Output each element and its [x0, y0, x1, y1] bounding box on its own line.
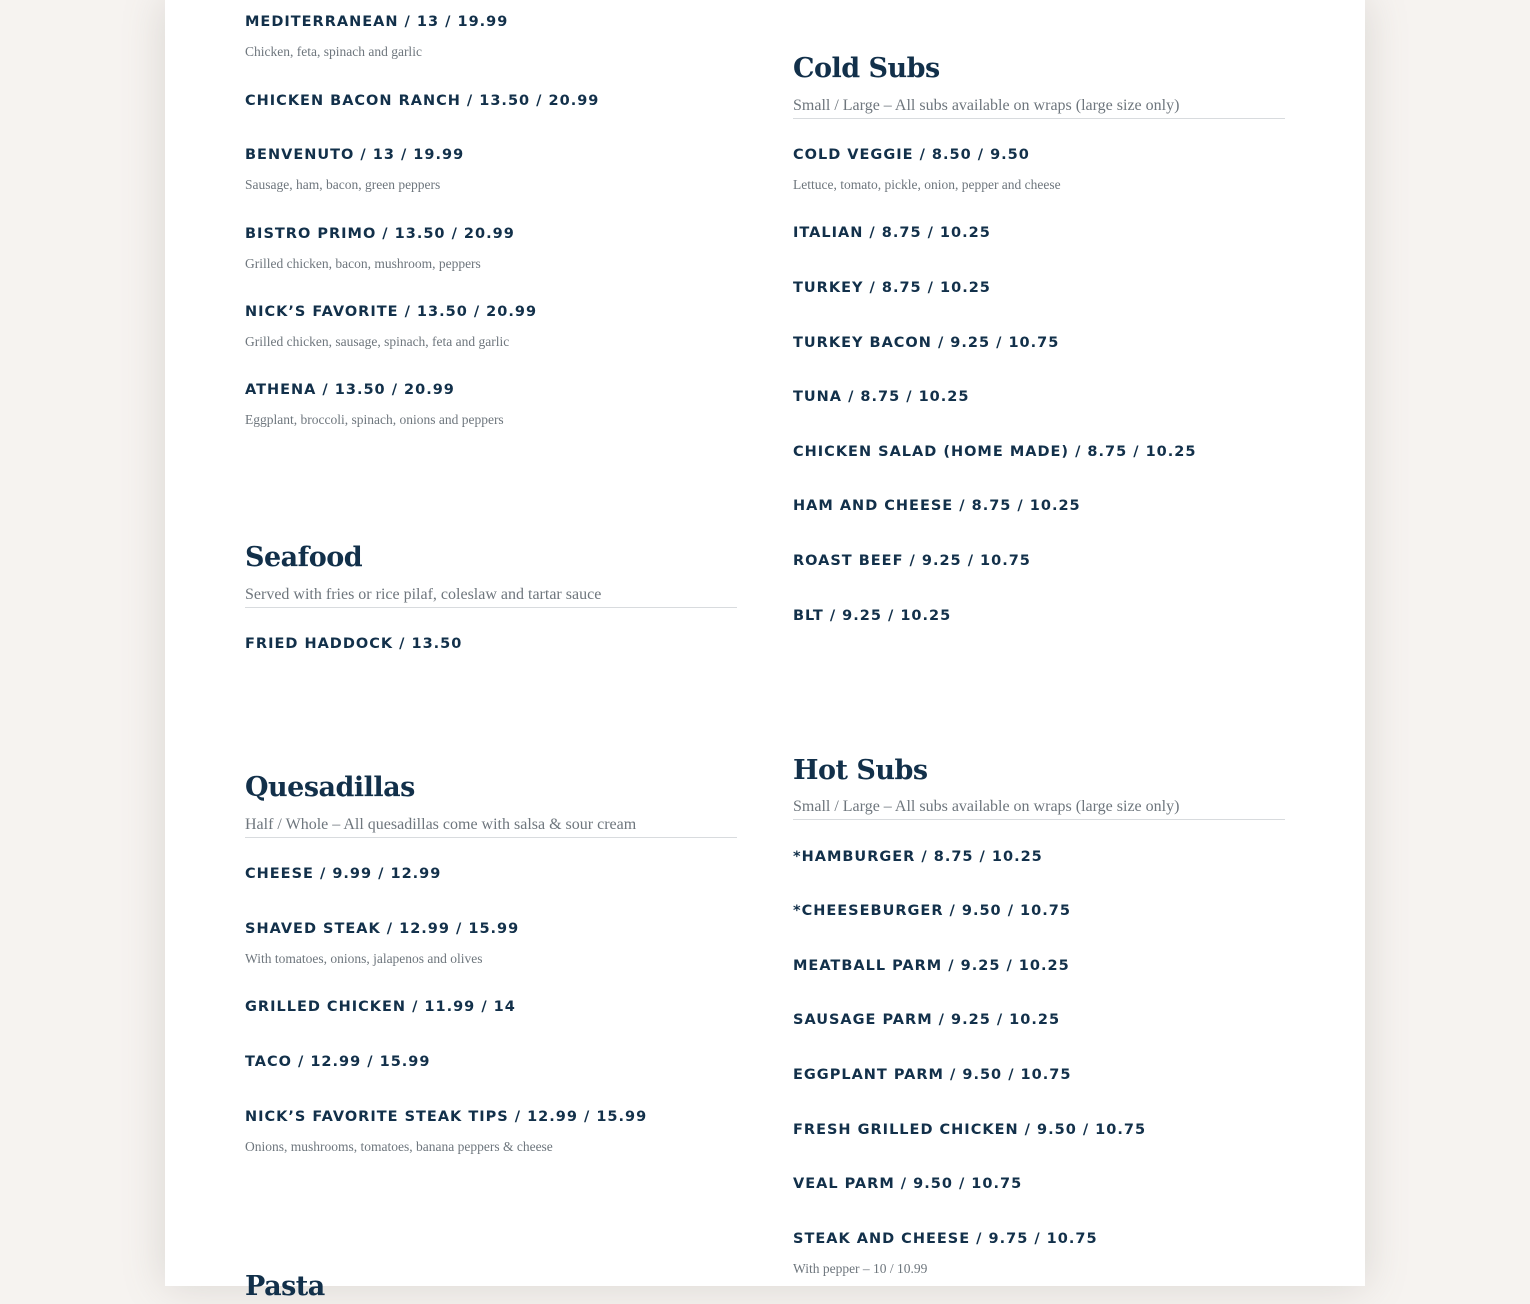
- menu-item-name: TUNA / 8.75 / 10.25: [793, 389, 970, 405]
- menu-item-name: CHEESE / 9.99 / 12.99: [245, 866, 442, 882]
- menu-item-description: Onions, mushrooms, tomatoes, banana peppers & cheese: [245, 1139, 553, 1154]
- menu-item-name: TURKEY / 8.75 / 10.25: [793, 280, 991, 296]
- section-subtitle-cold-subs: Small / Large – All subs available on wraps (large size only): [793, 96, 1285, 119]
- menu-item-name: FRIED HADDOCK / 13.50: [245, 636, 463, 652]
- menu-item-description: Lettuce, tomato, pickle, onion, pepper and cheese: [793, 177, 1061, 192]
- menu-item-description: Sausage, ham, bacon, green peppers: [245, 177, 441, 192]
- menu-item-name: BISTRO PRIMO / 13.50 / 20.99: [245, 226, 515, 242]
- section-subtitle-seafood: Served with fries or rice pilaf, coleslaw and tartar sauce: [245, 585, 737, 608]
- menu-item-name: BLT / 9.25 / 10.25: [793, 608, 952, 624]
- section-title-quesadillas: Quesadillas: [245, 772, 415, 803]
- menu-item-name: *CHEESEBURGER / 9.50 / 10.75: [793, 903, 1071, 919]
- menu-item-description: Grilled chicken, bacon, mushroom, peppers: [245, 256, 481, 271]
- menu-item-name: STEAK AND CHEESE / 9.75 / 10.75: [793, 1231, 1098, 1247]
- menu-item-name: NICK’S FAVORITE / 13.50 / 20.99: [245, 304, 538, 320]
- menu-item-name: *HAMBURGER / 8.75 / 10.25: [793, 849, 1043, 865]
- menu-item-name: TACO / 12.99 / 15.99: [245, 1054, 431, 1070]
- menu-item-description: Grilled chicken, sausage, spinach, feta and garlic: [245, 334, 510, 349]
- section-title-cold-subs: Cold Subs: [793, 53, 940, 84]
- menu-item-name: TURKEY BACON / 9.25 / 10.75: [793, 335, 1060, 351]
- menu-item-name: CHICKEN SALAD (HOME MADE) / 8.75 / 10.25: [793, 444, 1197, 460]
- section-title-hot-subs: Hot Subs: [793, 755, 928, 786]
- section-title-pasta: Pasta: [245, 1271, 325, 1302]
- menu-item-name: FRESH GRILLED CHICKEN / 9.50 / 10.75: [793, 1122, 1147, 1138]
- menu-item-name: BENVENUTO / 13 / 19.99: [245, 147, 465, 163]
- menu-item-name: GRILLED CHICKEN / 11.99 / 14: [245, 999, 516, 1015]
- menu-item-description: With tomatoes, onions, jalapenos and olives: [245, 951, 483, 966]
- menu-item-name: EGGPLANT PARM / 9.50 / 10.75: [793, 1067, 1072, 1083]
- menu-item-name: HAM AND CHEESE / 8.75 / 10.25: [793, 498, 1081, 514]
- menu-item-name: COLD VEGGIE / 8.50 / 9.50: [793, 147, 1030, 163]
- menu-item-name: NICK’S FAVORITE STEAK TIPS / 12.99 / 15.99: [245, 1109, 648, 1125]
- menu-page: [165, 0, 1365, 1302]
- menu-item-name: MEATBALL PARM / 9.25 / 10.25: [793, 958, 1070, 974]
- menu-item-name: ATHENA / 13.50 / 20.99: [245, 382, 455, 398]
- menu-item-description: Chicken, feta, spinach and garlic: [245, 44, 422, 59]
- menu-item-name: ROAST BEEF / 9.25 / 10.75: [793, 553, 1031, 569]
- menu-item-name: VEAL PARM / 9.50 / 10.75: [793, 1176, 1023, 1192]
- menu-item-description: Eggplant, broccoli, spinach, onions and peppers: [245, 412, 504, 427]
- menu-item-name: SHAVED STEAK / 12.99 / 15.99: [245, 921, 520, 937]
- section-subtitle-quesadillas: Half / Whole – All quesadillas come with salsa & sour cream: [245, 815, 737, 838]
- section-title-seafood: Seafood: [245, 542, 363, 573]
- menu-item-name: ITALIAN / 8.75 / 10.25: [793, 225, 991, 241]
- menu-item-name: CHICKEN BACON RANCH / 13.50 / 20.99: [245, 93, 600, 109]
- section-subtitle-hot-subs: Small / Large – All subs available on wraps (large size only): [793, 797, 1285, 820]
- menu-item-name: SAUSAGE PARM / 9.25 / 10.25: [793, 1012, 1061, 1028]
- menu-item-description: With pepper – 10 / 10.99: [793, 1261, 928, 1276]
- menu-item-name: MEDITERRANEAN / 13 / 19.99: [245, 14, 509, 30]
